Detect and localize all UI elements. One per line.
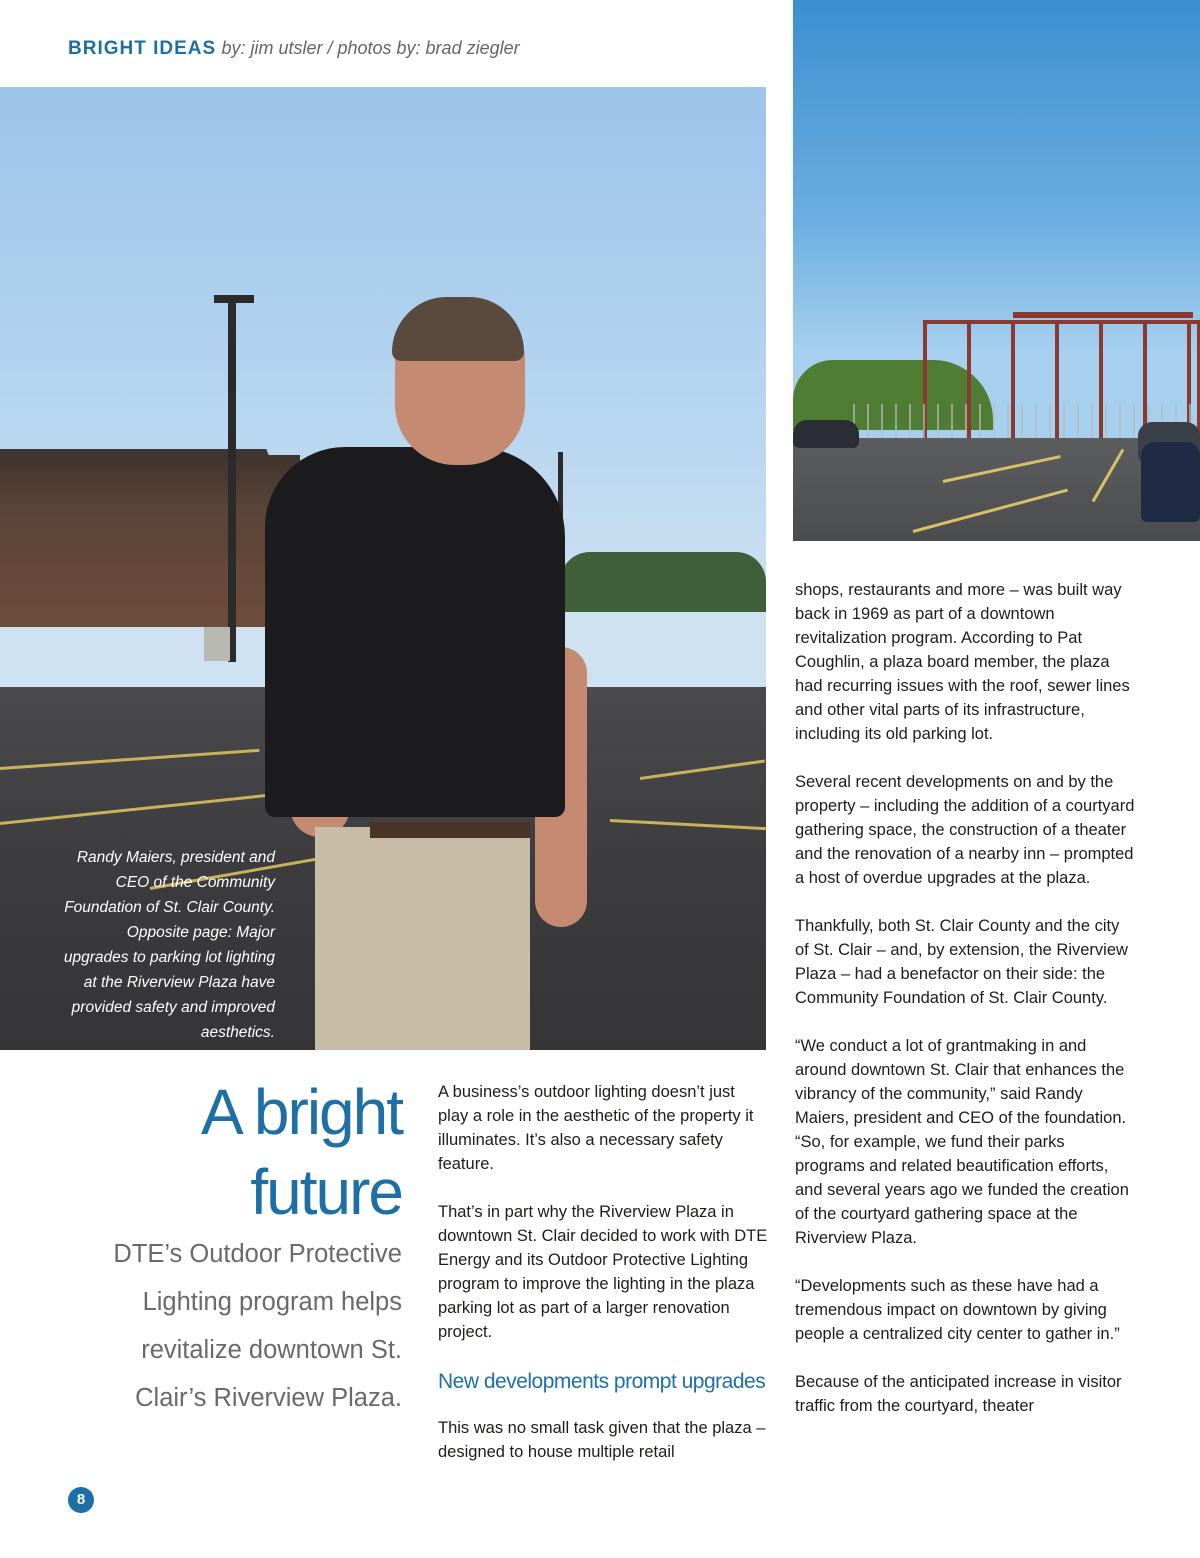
photo-caption: Randy Maiers, president and CEO of the Community Foundation of St. Clair County. Opposite page: Major upgrades to parking lot lighting at the Riverview Plaza have provided safety and improved aesthetics.	[63, 849, 275, 1041]
deck-subtitle: DTE’s Outdoor Protective Lighting program helps revitalize downtown St. Clair’s Riverview Plaza.	[113, 1240, 402, 1412]
paragraph: A business’s outdoor lighting doesn’t just play a role in the aesthetic of the property it illuminates. It’s also a necessary safety feature.	[438, 1083, 754, 1173]
byline: by: jim utsler / photos by: brad ziegler	[221, 38, 520, 58]
paragraph: shops, restaurants and more – was built way back in 1969 as part of a downtown revitalization program. According to Pat Coughlin, a plaza board member, the plaza had recurring issues with the roof, sewer lines and other vital parts of its infrastructure, including its old parking lot.	[795, 581, 1130, 743]
light-pole-base	[204, 627, 230, 661]
parked-car	[793, 420, 859, 448]
subheading: New developments prompt upgrades	[438, 1370, 766, 1393]
paragraph: This was no small task given that the plaza – designed to house multiple retail	[438, 1419, 766, 1461]
paragraph: Thankfully, both St. Clair County and the city of St. Clair – and, by extension, the Riverview Plaza – had a benefactor on their side: the Community Foundation of St. Clair County.	[795, 917, 1128, 1007]
body-column-1	[438, 1080, 768, 1488]
person-pants	[315, 827, 530, 1050]
paragraph: “We conduct a lot of grantmaking in and around downtown St. Clair that enhances the vibrancy of the community,” said Randy Maiers, president and CEO of the foundation. “So, for example, we fund their parks programs and related beautification efforts, and several years ago we funded the creation of the courtyard gathering space at the Riverview Plaza.	[795, 1037, 1129, 1247]
plaza-construction-photo	[793, 0, 1200, 541]
steel-frame-top	[1013, 312, 1193, 318]
paragraph: Several recent developments on and by the property – including the addition of a courtyard gathering space, the construction of a theater and the renovation of a nearby inn – prompted a host of overdue upgrades at the plaza.	[795, 773, 1135, 887]
headline	[100, 1072, 402, 1232]
treeline	[560, 552, 766, 612]
person-shirt	[265, 447, 565, 817]
light-pole	[228, 302, 236, 662]
paragraph: That’s in part why the Riverview Plaza in downtown St. Clair decided to work with DTE Energy and its Outdoor Protective Lighting program to improve the lighting in the plaza parking lot as part of a larger renovation project.	[438, 1203, 768, 1341]
light-pole-head	[214, 295, 254, 303]
paragraph: “Developments such as these have had a tremendous impact on downtown by giving people a centralized city center to gather in.”	[795, 1277, 1120, 1343]
parked-car	[1141, 442, 1200, 522]
article-header	[68, 38, 520, 60]
paragraph: Because of the anticipated increase in visitor traffic from the courtyard, theater	[795, 1373, 1122, 1415]
body-column-2	[795, 578, 1135, 1442]
page-number: 8	[68, 1487, 94, 1513]
building	[0, 455, 300, 627]
person-belt	[370, 822, 530, 838]
headline-line-2: future	[250, 1156, 402, 1228]
person-hair	[392, 297, 524, 361]
section-label: BRIGHT IDEAS	[68, 38, 217, 59]
headline-line-1: A bright	[200, 1076, 402, 1148]
